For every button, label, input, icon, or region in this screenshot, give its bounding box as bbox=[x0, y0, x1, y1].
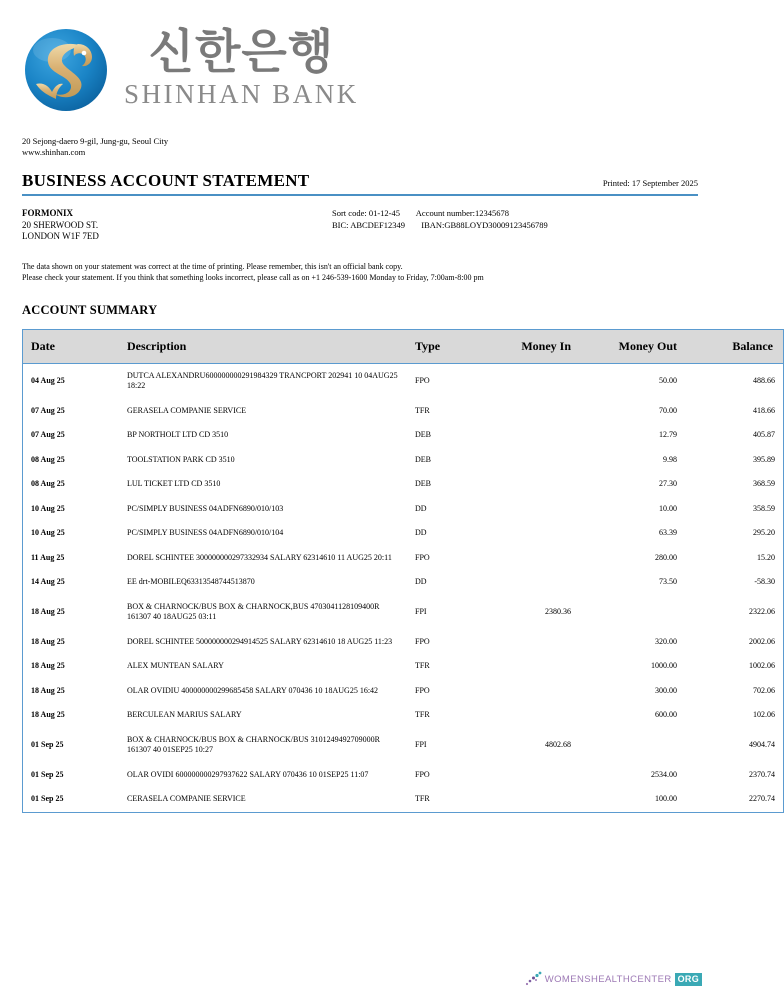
table-row bbox=[23, 654, 784, 679]
transaction-money-in bbox=[483, 546, 579, 571]
transaction-money-out: 320.00 bbox=[655, 636, 677, 646]
transactions-table-head bbox=[23, 329, 784, 363]
table-row bbox=[23, 630, 784, 655]
transaction-description: BP NORTHOLT LTD CD 3510 bbox=[127, 430, 229, 439]
transaction-date: 18 Aug 25 bbox=[31, 606, 65, 616]
transaction-balance: 702.06 bbox=[753, 685, 775, 695]
customer-address-line2: LONDON W1F 7ED bbox=[22, 231, 99, 241]
transaction-date: 18 Aug 25 bbox=[31, 685, 65, 695]
transaction-balance: 15.20 bbox=[757, 552, 775, 562]
transaction-money-out: 70.00 bbox=[659, 405, 677, 415]
bank-address-street: 20 Sejong-daero 9-gil, Jung-gu, Seoul City bbox=[22, 136, 169, 146]
bank-website: www.shinhan.com bbox=[22, 146, 86, 157]
transaction-type: FPO bbox=[415, 552, 430, 562]
disclaimer-line-1: The data shown on your statement was correct at the time of printing. Please remember, this isn't an official bank copy. bbox=[22, 261, 403, 271]
transaction-money-out: 300.00 bbox=[655, 685, 677, 695]
table-row bbox=[23, 363, 784, 399]
transaction-money-in bbox=[483, 679, 579, 704]
transaction-date: 10 Aug 25 bbox=[31, 528, 65, 537]
bic-iban-line bbox=[332, 220, 548, 232]
watermark-tld: ORG bbox=[675, 973, 702, 986]
transaction-money-out: 1000.00 bbox=[651, 661, 677, 670]
transaction-money-in bbox=[483, 763, 579, 788]
transaction-date: 01 Sep 25 bbox=[31, 794, 64, 803]
transaction-description: BERCULEAN MARIUS SALARY bbox=[127, 710, 242, 719]
transaction-balance: 102.06 bbox=[753, 710, 775, 719]
transaction-balance: 2270.74 bbox=[749, 794, 775, 803]
customer-address-line1: 20 SHERWOOD ST. bbox=[22, 219, 99, 230]
column-header-date: Date bbox=[23, 329, 120, 363]
transaction-money-out: 63.39 bbox=[659, 528, 677, 537]
account-number-value: 12345678 bbox=[475, 208, 510, 218]
transaction-money-in bbox=[483, 497, 579, 522]
table-row bbox=[23, 448, 784, 473]
bic-value: ABCDEF12349 bbox=[350, 219, 405, 230]
transaction-balance: 2322.06 bbox=[749, 606, 775, 616]
transaction-type: TFR bbox=[415, 794, 430, 803]
bic-label: BIC: bbox=[332, 219, 349, 230]
transaction-description: BOX & CHARNOCK/BUS BOX & CHARNOCK,BUS 4703041128109400R 161307 40 18AUG25 03:11 bbox=[127, 601, 380, 621]
transaction-type: DD bbox=[415, 577, 427, 586]
transaction-money-in bbox=[483, 570, 579, 595]
transaction-money-in bbox=[483, 703, 579, 728]
column-header-money-out: Money Out bbox=[579, 329, 685, 363]
transaction-date: 08 Aug 25 bbox=[31, 454, 65, 464]
transaction-description: TOOLSTATION PARK CD 3510 bbox=[127, 454, 235, 464]
transaction-type: TFR bbox=[415, 405, 430, 415]
table-row bbox=[23, 595, 784, 630]
transaction-description: CERASELA COMPANIE SERVICE bbox=[127, 794, 246, 803]
transaction-money-out: 280.00 bbox=[655, 552, 677, 562]
transaction-balance: 488.66 bbox=[753, 375, 775, 385]
transaction-money-out: 9.98 bbox=[663, 454, 677, 464]
transaction-description: EE drt-MOBILEQ63313548744513870 bbox=[127, 577, 255, 586]
transaction-date: 14 Aug 25 bbox=[31, 577, 65, 586]
iban-value: GB88LOYD30009123456789 bbox=[444, 219, 548, 230]
disclaimer-text bbox=[22, 261, 698, 283]
transaction-money-out: 73.50 bbox=[659, 577, 677, 586]
transaction-description: GERASELA COMPANIE SERVICE bbox=[127, 405, 247, 415]
transaction-type: FPO bbox=[415, 769, 430, 779]
transaction-description: DUTCA ALEXANDRU600000000291984329 TRANCPORT 202941 10 04AUG25 18:22 bbox=[127, 370, 398, 390]
transaction-date: 18 Aug 25 bbox=[31, 710, 65, 719]
transaction-type: DD bbox=[415, 503, 427, 513]
transaction-balance: 418.66 bbox=[753, 405, 775, 415]
transaction-description: DOREL SCHINTEE 500000000294914525 SALARY 62314610 18 AUG25 11:23 bbox=[127, 636, 393, 646]
document-title-row bbox=[22, 171, 698, 191]
transaction-money-in bbox=[483, 654, 579, 679]
transaction-description: BOX & CHARNOCK/BUS BOX & CHARNOCK/BUS 3101249492709000R 161307 40 01SEP25 10:27 bbox=[127, 734, 380, 754]
table-row bbox=[23, 728, 784, 763]
table-row bbox=[23, 546, 784, 571]
table-row bbox=[23, 497, 784, 522]
transaction-balance: 2002.06 bbox=[749, 636, 775, 646]
transaction-money-out: 2534.00 bbox=[651, 769, 677, 779]
customer-name: FORMONIX bbox=[22, 208, 73, 218]
transaction-balance: 368.59 bbox=[753, 479, 775, 488]
transaction-type: DEB bbox=[415, 454, 431, 464]
transaction-money-in: 4802.68 bbox=[545, 739, 571, 749]
transaction-money-in bbox=[483, 363, 579, 399]
transaction-money-out: 50.00 bbox=[659, 375, 677, 385]
transaction-description: PC/SIMPLY BUSINESS 04ADFN6890/010/103 bbox=[127, 503, 284, 513]
account-number-label: Account number: bbox=[415, 208, 476, 218]
table-row bbox=[23, 521, 784, 546]
transaction-money-in bbox=[483, 399, 579, 424]
iban-label: IBAN: bbox=[421, 219, 445, 230]
transaction-type: FPI bbox=[415, 739, 427, 749]
transaction-description: DOREL SCHINTEE 300000000297332934 SALARY 62314610 11 AUG25 20:11 bbox=[127, 552, 392, 562]
transaction-date: 07 Aug 25 bbox=[31, 405, 65, 415]
transaction-description: OLAR OVIDIU 400000000299685458 SALARY 070436 10 18AUG25 16:42 bbox=[127, 685, 379, 695]
transaction-date: 01 Sep 25 bbox=[31, 769, 64, 779]
watermark-name: WOMENSHEALTHCENTER bbox=[544, 973, 672, 985]
transaction-money-out bbox=[579, 595, 685, 630]
table-row bbox=[23, 399, 784, 424]
transaction-type: FPI bbox=[415, 606, 427, 616]
transaction-money-out: 12.79 bbox=[659, 430, 677, 439]
transaction-type: FPO bbox=[415, 375, 430, 385]
bank-wordmark bbox=[124, 26, 359, 109]
column-header-description: Description bbox=[119, 329, 407, 363]
table-row bbox=[23, 570, 784, 595]
transaction-type: TFR bbox=[415, 661, 430, 670]
transaction-description: OLAR OVIDI 600000000297937622 SALARY 070436 10 01SEP25 11:07 bbox=[127, 769, 369, 779]
disclaimer-line-2: Please check your statement. If you think that something looks incorrect, please call as on +1 246-539-1600 Monday to Friday, 7:00am-8:00 pm bbox=[22, 272, 484, 282]
transaction-balance: 2370.74 bbox=[749, 769, 775, 779]
transaction-money-out bbox=[579, 728, 685, 763]
transaction-balance: -58.30 bbox=[754, 577, 775, 586]
transaction-money-in bbox=[483, 423, 579, 448]
table-row bbox=[23, 703, 784, 728]
transaction-date: 07 Aug 25 bbox=[31, 430, 65, 439]
column-header-type: Type bbox=[407, 329, 483, 363]
transaction-money-out: 100.00 bbox=[655, 794, 677, 803]
transaction-money-in bbox=[483, 787, 579, 812]
transaction-type: DEB bbox=[415, 479, 431, 488]
transaction-date: 01 Sep 25 bbox=[31, 739, 64, 749]
transaction-date: 04 Aug 25 bbox=[31, 375, 65, 385]
transaction-money-in bbox=[483, 448, 579, 473]
transaction-money-out: 600.00 bbox=[655, 710, 677, 719]
footer-watermark bbox=[524, 966, 702, 992]
sort-code-label: Sort code: bbox=[332, 208, 367, 218]
column-header-money-in: Money In bbox=[483, 329, 579, 363]
transaction-money-out: 27.30 bbox=[659, 479, 677, 488]
party-details bbox=[22, 208, 698, 243]
transaction-date: 10 Aug 25 bbox=[31, 503, 65, 513]
transaction-balance: 4904.74 bbox=[749, 739, 775, 749]
dots-cluster-icon bbox=[524, 969, 544, 989]
bank-address bbox=[22, 136, 698, 157]
transaction-type: TFR bbox=[415, 710, 430, 719]
transaction-type: FPO bbox=[415, 636, 430, 646]
transaction-money-in: 2380.36 bbox=[545, 606, 571, 616]
title-divider bbox=[22, 194, 698, 196]
table-row bbox=[23, 763, 784, 788]
transaction-money-in bbox=[483, 521, 579, 546]
table-row bbox=[23, 787, 784, 812]
column-header-balance: Balance bbox=[685, 329, 784, 363]
transaction-money-in bbox=[483, 630, 579, 655]
table-row bbox=[23, 472, 784, 497]
table-row bbox=[23, 679, 784, 704]
transaction-money-in bbox=[483, 472, 579, 497]
page-title: BUSINESS ACCOUNT STATEMENT bbox=[22, 171, 310, 190]
transaction-balance: 395.89 bbox=[753, 454, 775, 464]
shinhan-globe-logo-icon bbox=[22, 26, 110, 114]
sort-code-line bbox=[332, 208, 548, 220]
printed-date: Printed: 17 September 2025 bbox=[602, 178, 698, 188]
transaction-balance: 405.87 bbox=[753, 430, 775, 439]
transactions-table bbox=[22, 329, 784, 813]
bank-letterhead bbox=[22, 0, 698, 130]
transaction-date: 18 Aug 25 bbox=[31, 636, 65, 646]
section-title-account-summary: ACCOUNT SUMMARY bbox=[22, 302, 158, 317]
transaction-type: FPO bbox=[415, 685, 430, 695]
transaction-type: DD bbox=[415, 528, 427, 537]
table-header-row bbox=[23, 329, 784, 363]
account-details-block bbox=[332, 208, 548, 243]
table-row bbox=[23, 423, 784, 448]
transaction-balance: 358.59 bbox=[753, 503, 775, 513]
transaction-description: ALEX MUNTEAN SALARY bbox=[127, 661, 224, 670]
transaction-date: 08 Aug 25 bbox=[31, 479, 65, 488]
transaction-date: 18 Aug 25 bbox=[31, 661, 65, 670]
transaction-description: LUL TICKET LTD CD 3510 bbox=[127, 479, 221, 488]
customer-address-block bbox=[22, 208, 332, 243]
transaction-type: DEB bbox=[415, 430, 431, 439]
transaction-date: 11 Aug 25 bbox=[31, 552, 65, 562]
bank-name-latin: SHINHAN BANK bbox=[124, 79, 359, 109]
sort-code-value: 01-12-45 bbox=[368, 208, 400, 218]
bank-name-hangul: 신한은행 bbox=[148, 25, 335, 80]
transaction-balance: 295.20 bbox=[753, 528, 775, 537]
transactions-table-body bbox=[23, 363, 784, 812]
transaction-balance: 1002.06 bbox=[749, 661, 775, 670]
transaction-money-out: 10.00 bbox=[659, 503, 677, 513]
transaction-description: PC/SIMPLY BUSINESS 04ADFN6890/010/104 bbox=[127, 528, 284, 537]
